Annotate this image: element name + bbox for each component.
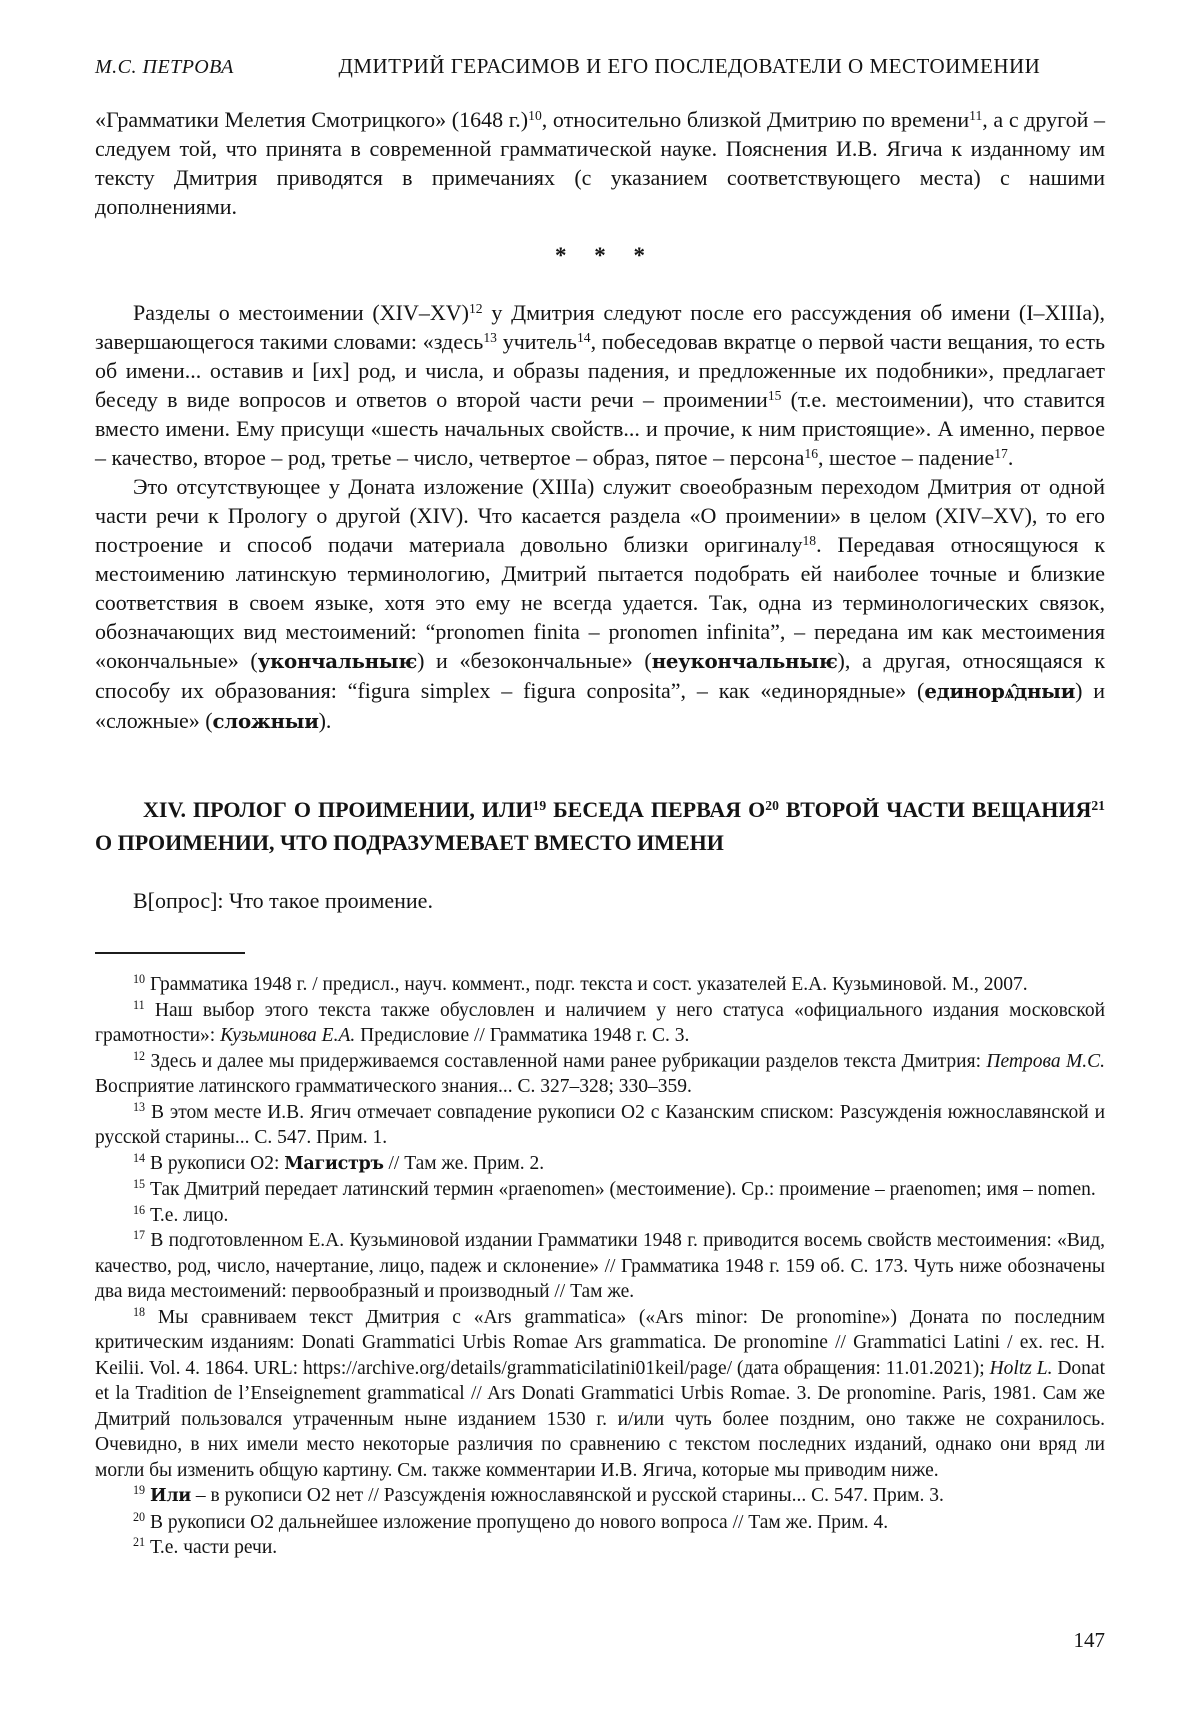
footnote-number: 17 (133, 1228, 146, 1243)
running-head-author: М.С. ПЕТРОВА (95, 56, 234, 78)
paragraph-continuation: «Грамматики Мелетия Смотрицкого» (1648 г.)$^{10}$, относительно близкой Дмитрию по времени$^{11}$, а с другой – следуем той, что принята в современной грамматической науке. Пояснения И.В. Ягича к изданному им тексту Дмитрия приводятся в примечаниях (с указанием соответствующего места) с нашими дополнениями. (95, 107, 1106, 219)
question-paragraph: В[опрос]: Что такое проимение. (133, 888, 433, 913)
footnote-reference: 10 (528, 107, 542, 123)
footnote-reference: 20 (765, 797, 779, 813)
footnote-reference: 19 (532, 797, 547, 813)
footnote: $^{12}$ Здесь и далее мы придерживаемся составленной нами ранее рубрикации разделов текста Дмитрия: Петрова М.С. Восприятие латинского грамматического знания... С. 327–328; 330–359. (95, 1048, 1105, 1097)
footnote-reference: 11 (969, 107, 983, 123)
footnote-number: 18 (133, 1304, 146, 1319)
page-number: 147 (1073, 1628, 1105, 1652)
footnote-reference: 13 (483, 329, 497, 345)
footnote-number: 11 (133, 997, 145, 1012)
footnote-number: 15 (133, 1177, 146, 1192)
footnote: $^{13}$ В этом месте И.В. Ягич отмечает совпадение рукописи О2 с Казанским списком: Разсужденія южнославянской и русской старины... С. 547. Прим. 1. (95, 1099, 1106, 1148)
footnote-number: 10 (133, 972, 146, 987)
footnote-reference: 12 (468, 300, 483, 316)
footnote-reference: 17 (994, 445, 1008, 461)
footnote: $^{19}$ Или – в рукописи О2 нет // Разсужденія южнославянской и русской старины... С. 547. Прим. 3. (133, 1483, 944, 1506)
footnote: $^{20}$ В рукописи О2 дальнейшее изложение пропущено до нового вопроса // Там же. Прим. 4. (133, 1509, 889, 1533)
paragraph: Это отсутствующее у Доната изложение (XIIIа) служит своеобразным переходом Дмитрия от одной части речи к Прологу о другой (XIV). Что касается раздела «О проимении» в целом (XIV–XV), то его построение и способ подачи материала довольно близки оригиналу$^{18}$. Передавая относящуюся к местоимению латинскую терминологию, Дмитрий пытается подобрать ей наиболее точные и близкие соответствия в своем языке, хотя это ему не всегда удается. Так, одна из терминологических связок, обозначающих вид местоимений: “pronomen finita – pronomen infinita”, – передана им как местоимения «окончальные» (укончальныѥ) и «безокончальные» (неукончальныѥ), а другая, относящаяся к способу их образования: “figura simplex – figura conposita”, – как «единорядные» (единорѧ̂дныи) и «сложные» (сложныи). (95, 474, 1106, 733)
footnote-number: 20 (133, 1509, 146, 1524)
footnote: $^{11}$ Наш выбор этого текста также обусловлен и наличием у него статуса «официального издания московской грамотности»: Кузьминова Е.А. Предисловие // Грамматика 1948 г. С. 3. (95, 997, 1106, 1046)
footnote-reference: 18 (802, 532, 817, 548)
running-head (95, 54, 1105, 79)
footnote-number: 12 (133, 1048, 146, 1063)
footnote: $^{16}$ Т.е. лицо. (133, 1202, 229, 1226)
footnote-number: 14 (133, 1150, 146, 1165)
body-text-block (95, 298, 1105, 736)
footnote: $^{15}$ Так Дмитрий передает латинский термин «praenomen» (местоимение). Ср.: проимение – praenomen; имя – nomen. (133, 1177, 1096, 1200)
footnote-separator-rule (95, 952, 245, 954)
footnote-number: 19 (133, 1483, 146, 1498)
footnote-number: 13 (133, 1099, 146, 1114)
footnote-reference: 16 (804, 445, 819, 461)
footnote-number: 21 (133, 1535, 146, 1550)
footnote-reference: 15 (767, 387, 782, 403)
footnote: $^{21}$ Т.е. части речи. (133, 1535, 278, 1558)
paragraph: Разделы о местоимении $(XIV-XV)^{12}$ у Дмитрия следуют после его рассуждения об имени (I–XIIIа), завершающегося такими словами: «здесь$^{13}$ учитель$^{14}$, побеседовав вкратце о первой части вещания, то есть об имени... оставив и [их] род, и числа, и образы падения, и предложенные их подобники», предлагает беседу в виде вопросов и ответов о второй части речи – проимении$^{15}$ (т.е. местоимении), что ставится вместо имени. Ему присущи «шесть начальных свойств... и прочие, к ним пристоящие». А именно, первое – качество, второе – род, третье – число, четвертое – образ, пятое – персона$^{16}$, шестое – падение$^{17}$. (95, 300, 1105, 470)
footnote: $^{17}$ В подготовленном Е.А. Кузьминовой издании Грамматики 1948 г. приводится восемь свойств местоимения: «Вид, качество, род, число, начертание, лицо, падеж и склонение» // Грамматика 1948 г. 159 об. С. 173. Чуть ниже обозначены два вида местоимений: первообразный и производный // Там же. (95, 1228, 1106, 1302)
footnote-reference: 21 (1091, 797, 1105, 813)
footnote: $^{10}$ Грамматика 1948 г. / предисл., науч. коммент., подг. текста и сост. указателей Е.А. Кузьминовой. М., 2007. (133, 972, 1028, 995)
footnote-reference: 14 (576, 329, 591, 345)
footnote-number: 16 (133, 1202, 146, 1217)
footnotes-block (95, 972, 1105, 1561)
running-head-title: ДМИТРИЙ ГЕРАСИМОВ И ЕГО ПОСЛЕДОВАТЕЛИ О МЕСТОИМЕНИИ (338, 54, 1041, 78)
footnote: $^{18}$ Мы сравниваем текст Дмитрия с «Ars grammatica» («Ars minor: De pronomine») Доната по последним критическим изданиям: Donati Grammatici Urbis Romae Ars grammatica. De pronomine // Grammatici Latini / ex. rec. H. Keilii. Vol. 4. 1864. URL: https://archive.org/details/grammaticilatini01keil/page/ (дата обращения: 11.01.2021); Holtz L. Donat et la Tradition de l’Enseignement grammatical // Ars Donati Grammatici Urbis Romae. 3. De pronomine. Paris, 1981. Сам же Дмитрий пользовался утраченным ныне изданием 1530 г. и/или чуть более поздним, оно также не сохранилось. Очевидно, в них имели место некоторые различия по сравнению с текстом последних изданий, однако они вряд ли могли бы изменить общую картину. См. также комментарии И.В. Ягича, которые мы приводим ниже. (95, 1304, 1106, 1481)
footnote: $^{14}$ В рукописи О2: Магистръ // Там же. Прим. 2. (133, 1150, 545, 1174)
section-heading: XIV. ПРОЛОГ О ПРОИМЕНИИ, ИЛИ$^{19}$ БЕСЕДА ПЕРВАЯ $О^{20}$ ВТОРОЙ ЧАСТИ ВЕЩАНИЯ$^{21}$ О ПРОИМЕНИИ, ЧТО ПОДРАЗУМЕВАЕТ ВМЕСТО ИМЕНИ (95, 797, 1105, 855)
section-separator-stars: * * * (555, 243, 645, 268)
